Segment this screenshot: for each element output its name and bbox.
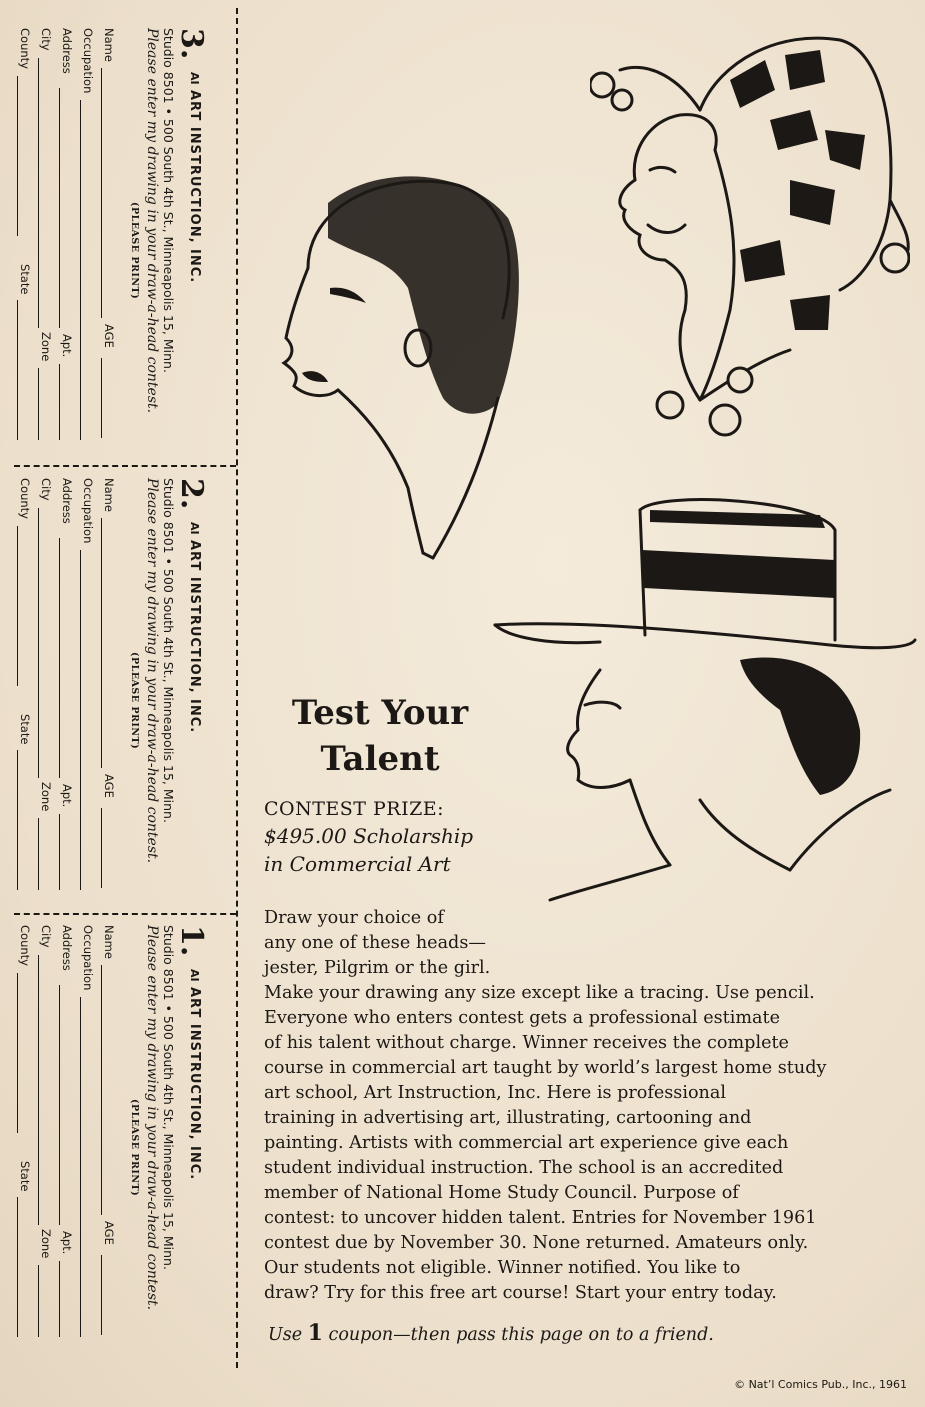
- county-field[interactable]: [17, 526, 18, 686]
- coupon-number: 1.: [174, 925, 209, 957]
- prize-description: [264, 822, 473, 878]
- age-label: AGE: [102, 774, 116, 798]
- occupation-field[interactable]: [80, 100, 81, 440]
- body-line: training in advertising art, illustrating, cartooning and: [264, 1108, 752, 1128]
- company-address: Studio 8501 • 500 South 4th St., Minneapolis 15, Minn.: [161, 478, 176, 823]
- coupon-3[interactable]: [18, 28, 209, 478]
- footer-number: 1: [307, 1320, 323, 1346]
- zone-field[interactable]: [38, 1265, 39, 1337]
- body-line: art school, Art Instruction, Inc. Here is professional: [264, 1083, 726, 1103]
- state-label: State: [18, 264, 32, 295]
- apt-field[interactable]: [59, 814, 60, 890]
- city-field[interactable]: [38, 508, 39, 778]
- state-field[interactable]: [17, 750, 18, 890]
- address-field[interactable]: [59, 538, 60, 778]
- entry-instruction: Please enter my drawing in your draw-a-head contest.: [144, 28, 160, 414]
- county-field[interactable]: [17, 973, 18, 1133]
- title-line-2: Talent: [320, 739, 440, 779]
- footer-pre: Use: [268, 1325, 308, 1345]
- occupation-field[interactable]: [80, 550, 81, 890]
- county-label: County: [18, 478, 32, 519]
- name-label: Name: [102, 28, 116, 62]
- copyright-notice: © Nat’l Comics Pub., Inc., 1961: [734, 1378, 907, 1391]
- coupon-instruction: [268, 1320, 714, 1346]
- age-label: AGE: [102, 324, 116, 348]
- name-field[interactable]: [101, 965, 102, 1215]
- city-field[interactable]: [38, 955, 39, 1225]
- ad-body: [264, 906, 924, 1306]
- county-label: County: [18, 925, 32, 966]
- age-field[interactable]: [101, 1255, 102, 1335]
- entry-instruction: Please enter my drawing in your draw-a-head contest.: [144, 925, 160, 1311]
- occupation-field[interactable]: [80, 997, 81, 1337]
- age-field[interactable]: [101, 358, 102, 438]
- zone-label: Zone: [39, 332, 53, 362]
- address-label: Address: [60, 28, 74, 74]
- print-note: (PLEASE PRINT): [129, 652, 140, 750]
- coupon-number: 2.: [174, 478, 209, 510]
- company-address: Studio 8501 • 500 South 4th St., Minneapolis 15, Minn.: [161, 925, 176, 1270]
- state-label: State: [18, 1161, 32, 1192]
- zone-field[interactable]: [38, 818, 39, 890]
- city-field[interactable]: [38, 58, 39, 328]
- body-line: of his talent without charge. Winner receives the complete: [264, 1033, 789, 1053]
- occupation-label: Occupation: [81, 28, 95, 94]
- age-label: AGE: [102, 1221, 116, 1245]
- body-line: contest due by November 30. None returned. Amateurs only.: [264, 1233, 809, 1253]
- body-line: Everyone who enters contest gets a professional estimate: [264, 1008, 781, 1028]
- body-line: contest: to uncover hidden talent. Entries for November 1961: [264, 1208, 817, 1228]
- address-label: Address: [60, 478, 74, 524]
- apt-label: Apt.: [60, 784, 74, 808]
- body-line: Draw your choice of: [264, 908, 444, 928]
- body-line: course in commercial art taught by world’s largest home study: [264, 1058, 827, 1078]
- occupation-label: Occupation: [81, 925, 95, 991]
- address-field[interactable]: [59, 985, 60, 1225]
- age-field[interactable]: [101, 808, 102, 888]
- body-line: draw? Try for this free art course! Start your entry today.: [264, 1283, 777, 1303]
- state-field[interactable]: [17, 300, 18, 440]
- jester-head-drawing: [590, 20, 910, 440]
- company-name: ART INSTRUCTION, INC.: [187, 90, 202, 284]
- print-note: (PLEASE PRINT): [129, 1099, 140, 1197]
- coupon-2[interactable]: [18, 478, 209, 928]
- coupon-1[interactable]: [18, 925, 209, 1375]
- state-label: State: [18, 714, 32, 745]
- company-name: ART INSTRUCTION, INC.: [187, 540, 202, 734]
- name-label: Name: [102, 925, 116, 959]
- body-line: Make your drawing any size except like a tracing. Use pencil.: [264, 983, 815, 1003]
- city-label: City: [39, 28, 53, 51]
- name-field[interactable]: [101, 68, 102, 318]
- zone-field[interactable]: [38, 368, 39, 440]
- print-note: (PLEASE PRINT): [129, 202, 140, 300]
- body-line: Our students not eligible. Winner notified. You like to: [264, 1258, 741, 1278]
- footer-post: coupon—then pass this page on to a friend.: [322, 1325, 714, 1345]
- county-label: County: [18, 28, 32, 69]
- apt-field[interactable]: [59, 364, 60, 440]
- county-field[interactable]: [17, 76, 18, 236]
- body-line: member of National Home Study Council. Purpose of: [264, 1183, 739, 1203]
- title-line-1: Test Your: [291, 693, 469, 733]
- pilgrim-head-drawing: [490, 470, 920, 910]
- ad-title: [264, 690, 496, 782]
- zone-label: Zone: [39, 1229, 53, 1259]
- apt-label: Apt.: [60, 334, 74, 358]
- apt-label: Apt.: [60, 1231, 74, 1255]
- name-label: Name: [102, 478, 116, 512]
- body-line: jester, Pilgrim or the girl.: [264, 958, 491, 978]
- company-name: ART INSTRUCTION, INC.: [187, 987, 202, 1181]
- name-field[interactable]: [101, 518, 102, 768]
- company-address: Studio 8501 • 500 South 4th St., Minneapolis 15, Minn.: [161, 28, 176, 373]
- company-logo-icon: AI: [188, 522, 201, 535]
- state-field[interactable]: [17, 1197, 18, 1337]
- prize-line-1: $495.00 Scholarship: [264, 824, 474, 848]
- vertical-cut-line: [236, 8, 238, 1368]
- prize-heading: CONTEST PRIZE:: [264, 798, 445, 820]
- body-line: any one of these heads—: [264, 933, 486, 953]
- prize-line-2: in Commercial Art: [264, 852, 451, 876]
- company-logo-icon: AI: [188, 72, 201, 85]
- body-line: painting. Artists with commercial art experience give each: [264, 1133, 789, 1153]
- city-label: City: [39, 478, 53, 501]
- address-field[interactable]: [59, 88, 60, 328]
- entry-instruction: Please enter my drawing in your draw-a-head contest.: [144, 478, 160, 864]
- occupation-label: Occupation: [81, 478, 95, 544]
- zone-label: Zone: [39, 782, 53, 812]
- apt-field[interactable]: [59, 1261, 60, 1337]
- city-label: City: [39, 925, 53, 948]
- coupon-number: 3.: [174, 28, 209, 60]
- company-logo-icon: AI: [188, 969, 201, 982]
- body-line: student individual instruction. The school is an accredited: [264, 1158, 784, 1178]
- address-label: Address: [60, 925, 74, 971]
